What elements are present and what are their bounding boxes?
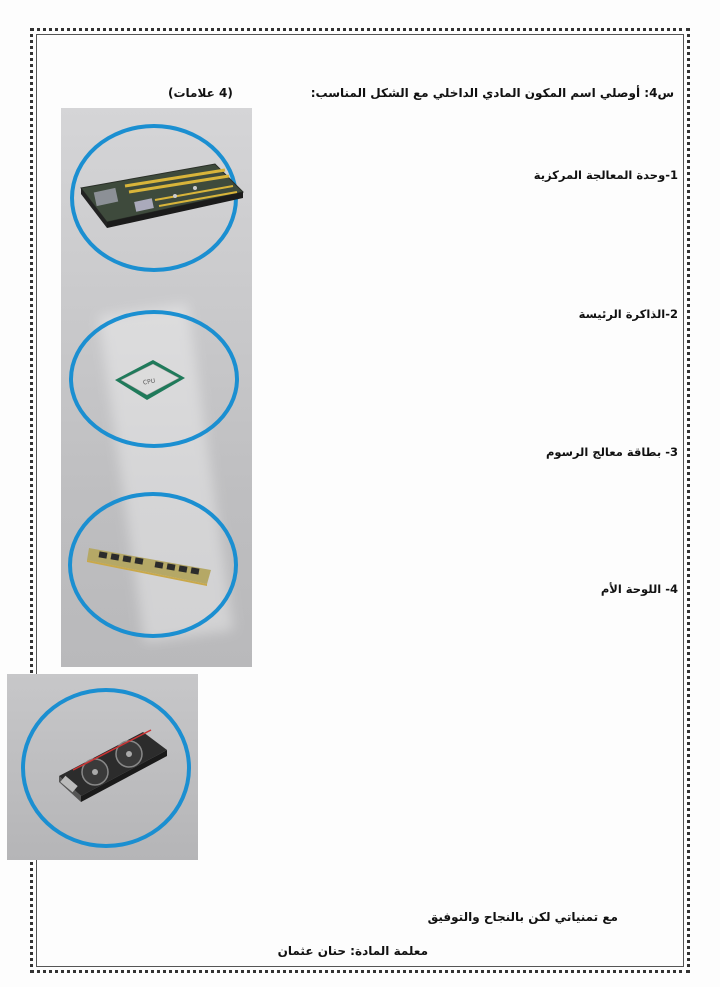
question-text: س4: أوصلي اسم المكون المادي الداخلي مع الشكل المناسب: <box>310 86 674 100</box>
gpu-photo <box>7 674 198 860</box>
teacher-name: معلمة المادة: حنان عثمان <box>277 944 428 958</box>
item-motherboard: 4- اللوحة الأم <box>600 582 678 596</box>
item-main-memory: 2-الذاكرة الرئيسة <box>578 307 678 321</box>
cpu-image <box>109 356 189 406</box>
components-photo <box>61 108 252 667</box>
motherboard-image <box>75 158 245 238</box>
ram-image <box>85 540 215 600</box>
item-cpu: 1-وحدة المعالجة المركزية <box>533 168 678 182</box>
item-graphics-card: 3- بطاقة معالج الرسوم <box>545 445 678 459</box>
cpu-chip-label: CPU <box>142 377 156 387</box>
gpu-image <box>51 726 171 806</box>
marks-label: (4 علامات) <box>168 86 233 100</box>
closing-wishes: مع تمنياتي لكن بالنجاح والتوفيق <box>427 910 618 924</box>
